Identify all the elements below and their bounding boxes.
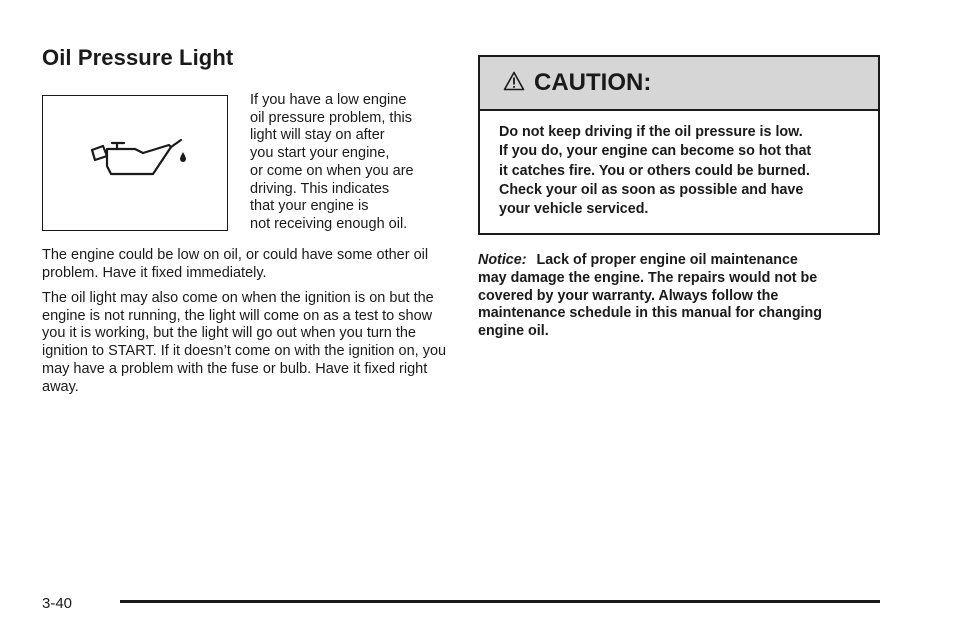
caution-box: [478, 55, 880, 235]
caution-line: Do not keep driving if the oil pressure is low.: [499, 124, 803, 140]
caution-line: Check your oil as soon as possible and have: [499, 181, 804, 198]
footer-rule: [120, 600, 880, 603]
warning-triangle-icon: [503, 71, 525, 91]
page-number: 3-40: [42, 595, 73, 612]
section-title: Oil Pressure Light: [42, 45, 234, 70]
oil-light-symbol-frame: [42, 95, 228, 231]
intro-line: or come on when you are: [250, 162, 414, 179]
intro-line: If you have a low engine: [250, 92, 407, 108]
intro-line: not receiving enough oil.: [250, 215, 408, 232]
notice-line: covered by your warranty. Always follow the: [478, 287, 779, 304]
notice-label: Notice:: [478, 252, 527, 268]
caution-header: [480, 57, 878, 111]
notice-line: Lack of proper engine oil maintenance: [536, 252, 798, 268]
intro-line: that your engine is: [250, 198, 369, 215]
oil-can-icon: [87, 136, 187, 186]
notice-line: engine oil.: [478, 323, 549, 340]
notice-line: may damage the engine. The repairs would not be: [478, 269, 818, 286]
caution-line: it catches fire. You or others could be burned.: [499, 162, 810, 179]
intro-line: light will stay on after: [250, 127, 385, 144]
notice-line: maintenance schedule in this manual for changing: [478, 305, 822, 322]
body-paragraph: The engine could be low on oil, or could have some other oil problem. Have it fixed immediately.: [42, 247, 429, 281]
notice-block: [478, 252, 878, 341]
caution-title: CAUTION:: [534, 69, 652, 96]
intro-text: [250, 92, 414, 234]
caution-line: your vehicle serviced.: [499, 201, 649, 218]
intro-line: you start your engine,: [250, 145, 390, 162]
intro-line: oil pressure problem, this: [250, 109, 412, 126]
caution-line: If you do, your engine can become so hot that: [499, 143, 812, 160]
intro-line: driving. This indicates: [250, 180, 390, 197]
body-paragraph: The oil light may also come on when the ignition is on but the engine is not running, the light will come on as a test to show you it is working, but the light will go out when you turn the ignition to START. If it doesn’t come on with the ignition on, you may have a problem with the fuse or bulb. Have it fixed right away.: [42, 290, 447, 395]
caution-text: [499, 123, 869, 219]
